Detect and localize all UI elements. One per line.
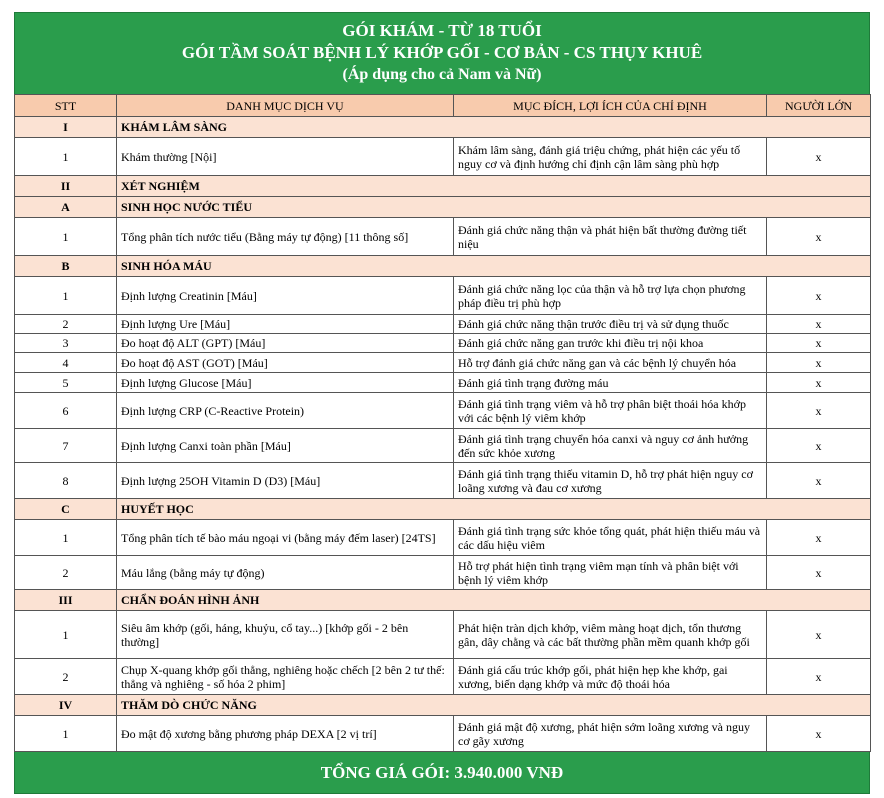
row-number: 8 (15, 463, 117, 499)
section-row (15, 176, 871, 197)
total-price: TỔNG GIÁ GÓI: 3.940.000 VNĐ (14, 752, 870, 794)
row-number: 1 (15, 716, 117, 752)
adult-applicable-mark: x (767, 393, 871, 429)
adult-applicable-mark: x (767, 277, 871, 315)
row-number: 1 (15, 277, 117, 315)
service-purpose: Hỗ trợ đánh giá chức năng gan và các bệnh lý chuyển hóa (454, 353, 767, 373)
table-row (15, 429, 871, 463)
service-name: Tổng phân tích nước tiểu (Bằng máy tự động) [11 thông số] (117, 218, 454, 256)
column-header-purpose: MỤC ĐÍCH, LỢI ÍCH CỦA CHỈ ĐỊNH (454, 95, 767, 117)
service-name: Định lượng Canxi toàn phần [Máu] (117, 429, 454, 463)
row-number: 7 (15, 429, 117, 463)
service-purpose: Đánh giá tình trạng viêm và hỗ trợ phân biệt thoái hóa khớp với các bệnh lý viêm khớp (454, 393, 767, 429)
row-number: 1 (15, 138, 117, 176)
adult-applicable-mark: x (767, 218, 871, 256)
row-number: 3 (15, 334, 117, 353)
section-number: C (15, 499, 117, 520)
services-table (14, 94, 871, 752)
adult-applicable-mark: x (767, 353, 871, 373)
row-number: 1 (15, 218, 117, 256)
table-row (15, 611, 871, 659)
service-name: Định lượng Ure [Máu] (117, 315, 454, 334)
adult-applicable-mark: x (767, 138, 871, 176)
service-name: Định lượng Glucose [Máu] (117, 373, 454, 393)
table-row (15, 463, 871, 499)
column-header-stt: STT (15, 95, 117, 117)
table-row (15, 659, 871, 695)
section-number: II (15, 176, 117, 197)
service-name: Định lượng Creatinin [Máu] (117, 277, 454, 315)
row-number: 2 (15, 556, 117, 590)
adult-applicable-mark: x (767, 334, 871, 353)
service-purpose: Đánh giá chức năng thận trước điều trị và sử dụng thuốc (454, 315, 767, 334)
service-purpose: Đánh giá chức năng thận và phát hiện bất thường đường tiết niệu (454, 218, 767, 256)
service-name: Siêu âm khớp (gối, háng, khuỷu, cổ tay...) [khớp gối - 2 bên thường] (117, 611, 454, 659)
adult-applicable-mark: x (767, 429, 871, 463)
service-purpose: Đánh giá mật độ xương, phát hiện sớm loãng xương và nguy cơ gãy xương (454, 716, 767, 752)
service-purpose: Đánh giá tình trạng đường máu (454, 373, 767, 393)
table-row (15, 393, 871, 429)
adult-applicable-mark: x (767, 611, 871, 659)
row-number: 1 (15, 520, 117, 556)
table-row (15, 520, 871, 556)
service-purpose: Hỗ trợ phát hiện tình trạng viêm mạn tính và phân biệt với bệnh lý viêm khớp (454, 556, 767, 590)
service-purpose: Phát hiện tràn dịch khớp, viêm màng hoạt dịch, tổn thương gân, dây chằng và các bất thường phần mềm quanh khớp gối (454, 611, 767, 659)
package-header (14, 12, 870, 94)
service-purpose: Đánh giá tình trạng chuyển hóa canxi và nguy cơ ảnh hưởng đến sức khỏe xương (454, 429, 767, 463)
service-purpose: Đánh giá chức năng lọc của thận và hỗ trợ lựa chọn phương pháp điều trị phù hợp (454, 277, 767, 315)
service-name: Máu lắng (bằng máy tự động) (117, 556, 454, 590)
service-name: Đo mật độ xương bằng phương pháp DEXA [2 vị trí] (117, 716, 454, 752)
adult-applicable-mark: x (767, 463, 871, 499)
section-title: SINH HỌC NƯỚC TIỂU (117, 197, 871, 218)
adult-applicable-mark: x (767, 659, 871, 695)
service-name: Chụp X-quang khớp gối thẳng, nghiêng hoặc chếch [2 bên 2 tư thế: thẳng và nghiêng - số hóa 2 phim] (117, 659, 454, 695)
service-name: Đo hoạt độ ALT (GPT) [Máu] (117, 334, 454, 353)
section-number: III (15, 590, 117, 611)
row-number: 5 (15, 373, 117, 393)
section-row (15, 590, 871, 611)
service-name: Định lượng 25OH Vitamin D (D3) [Máu] (117, 463, 454, 499)
row-number: 2 (15, 659, 117, 695)
table-row (15, 556, 871, 590)
table-row (15, 218, 871, 256)
section-number: IV (15, 695, 117, 716)
section-title: SINH HÓA MÁU (117, 256, 871, 277)
section-title: KHÁM LÂM SÀNG (117, 117, 871, 138)
section-row (15, 499, 871, 520)
section-number: A (15, 197, 117, 218)
section-row (15, 197, 871, 218)
adult-applicable-mark: x (767, 520, 871, 556)
table-row (15, 277, 871, 315)
table-row (15, 373, 871, 393)
price-sheet (14, 12, 870, 794)
section-title: HUYẾT HỌC (117, 499, 871, 520)
table-row (15, 138, 871, 176)
service-purpose: Khám lâm sàng, đánh giá triệu chứng, phát hiện các yếu tố nguy cơ và định hướng chỉ định cận lâm sàng phù hợp (454, 138, 767, 176)
adult-applicable-mark: x (767, 716, 871, 752)
table-header-row (15, 95, 871, 117)
service-purpose: Đánh giá tình trạng thiếu vitamin D, hỗ trợ phát hiện nguy cơ loãng xương và đau cơ xương (454, 463, 767, 499)
service-name: Khám thường [Nội] (117, 138, 454, 176)
service-purpose: Đánh giá chức năng gan trước khi điều trị nội khoa (454, 334, 767, 353)
section-row (15, 117, 871, 138)
section-row (15, 256, 871, 277)
table-row (15, 353, 871, 373)
adult-applicable-mark: x (767, 315, 871, 334)
section-title: THĂM DÒ CHỨC NĂNG (117, 695, 871, 716)
table-row (15, 334, 871, 353)
package-age-title: GÓI KHÁM - TỪ 18 TUỔI (342, 21, 542, 40)
table-body (15, 117, 871, 752)
adult-applicable-mark: x (767, 556, 871, 590)
column-header-adult: NGƯỜI LỚN (767, 95, 871, 117)
service-purpose: Đánh giá cấu trúc khớp gối, phát hiện hẹp khe khớp, gai xương, biến dạng khớp và mức độ thoái hóa (454, 659, 767, 695)
adult-applicable-mark: x (767, 373, 871, 393)
table-row (15, 716, 871, 752)
row-number: 6 (15, 393, 117, 429)
section-title: CHẨN ĐOÁN HÌNH ẢNH (117, 590, 871, 611)
package-title: GÓI TẦM SOÁT BỆNH LÝ KHỚP GỐI - CƠ BẢN - CS THỤY KHUÊ (181, 43, 703, 62)
section-title: XÉT NGHIỆM (117, 176, 871, 197)
row-number: 4 (15, 353, 117, 373)
row-number: 2 (15, 315, 117, 334)
row-number: 1 (15, 611, 117, 659)
service-purpose: Đánh giá tình trạng sức khỏe tổng quát, phát hiện thiếu máu và các dấu hiệu viêm (454, 520, 767, 556)
section-number: I (15, 117, 117, 138)
section-number: B (15, 256, 117, 277)
table-row (15, 315, 871, 334)
service-name: Tổng phân tích tế bào máu ngoại vi (bằng máy đếm laser) [24TS] (117, 520, 454, 556)
service-name: Định lượng CRP (C-Reactive Protein) (117, 393, 454, 429)
service-name: Đo hoạt độ AST (GOT) [Máu] (117, 353, 454, 373)
section-row (15, 695, 871, 716)
column-header-service: DANH MỤC DỊCH VỤ (117, 95, 454, 117)
package-applicability: (Áp dụng cho cả Nam và Nữ) (342, 66, 542, 83)
